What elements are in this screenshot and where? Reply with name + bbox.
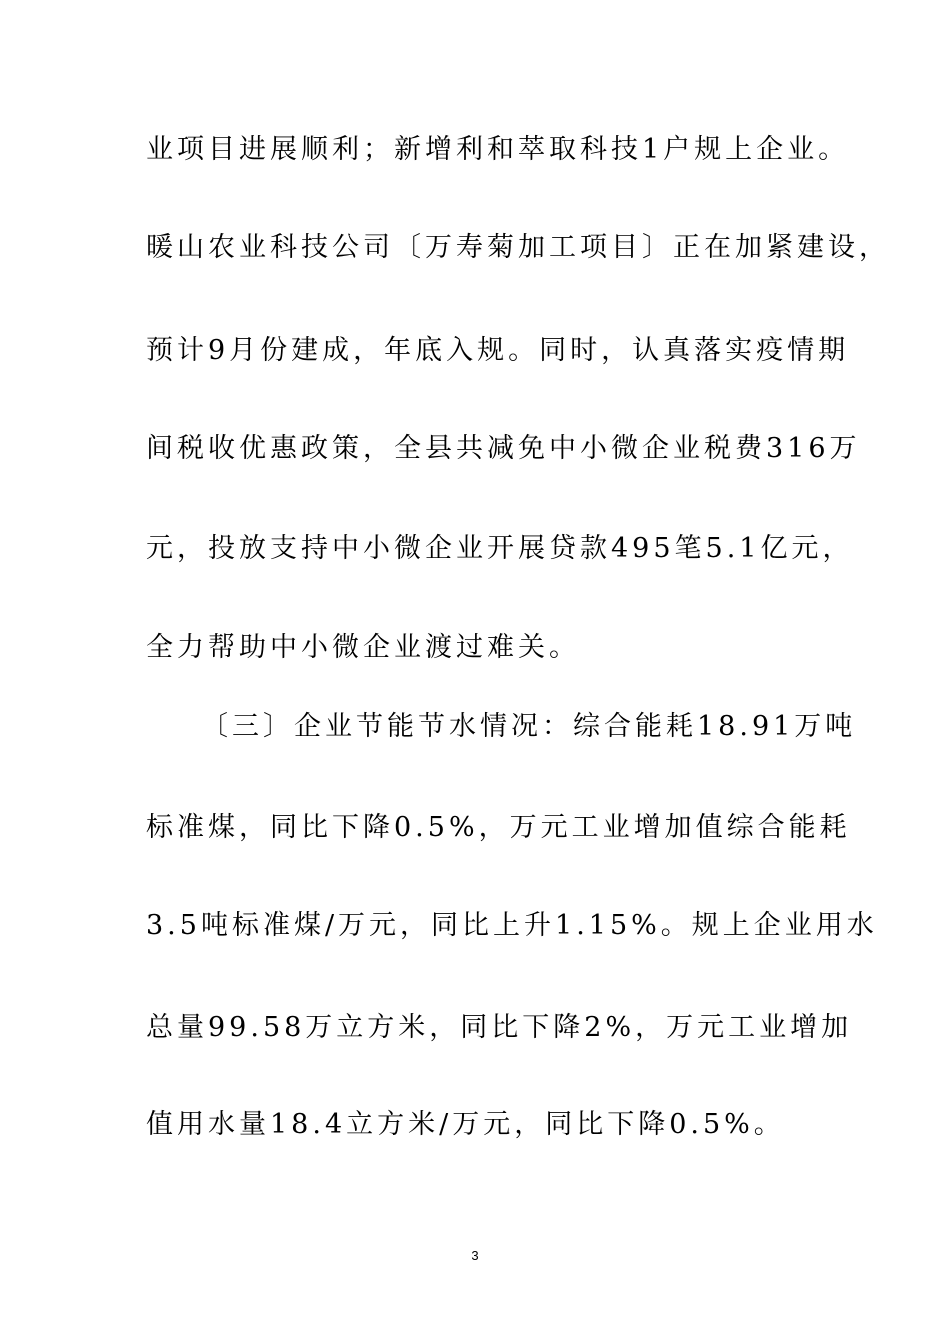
text-line-11: 值用水量18.4立方米/万元，同比下降0.5%。 xyxy=(146,1109,785,1140)
text-line-10: 总量99.58万立方米，同比下降2%，万元工业增加 xyxy=(146,1012,853,1043)
text-line-4: 间税收优惠政策，全县共减免中小微企业税费316万 xyxy=(146,433,861,464)
text-line-3: 预计9月份建成，年底入规。同时，认真落实疫情期 xyxy=(146,335,850,366)
section-heading-line: 〔三〕企业节能节水情况：综合能耗18.91万吨 xyxy=(201,711,857,742)
text-line-9: 3.5吨标准煤/万元，同比上升1.15%。规上企业用水 xyxy=(146,910,878,941)
text-line-1: 业项目进展顺利；新增利和萃取科技1户规上企业。 xyxy=(146,134,850,165)
text-line-8: 标准煤，同比下降0.5%，万元工业增加值综合能耗 xyxy=(146,812,851,843)
text-line-5: 元，投放支持中小微企业开展贷款495笔5.1亿元， xyxy=(146,533,854,564)
page-number: 3 xyxy=(471,1248,479,1263)
text-line-2: 暖山农业科技公司〔万寿菊加工项目〕正在加紧建设， xyxy=(146,232,890,263)
text-line-6: 全力帮助中小微企业渡过难关。 xyxy=(146,632,580,663)
